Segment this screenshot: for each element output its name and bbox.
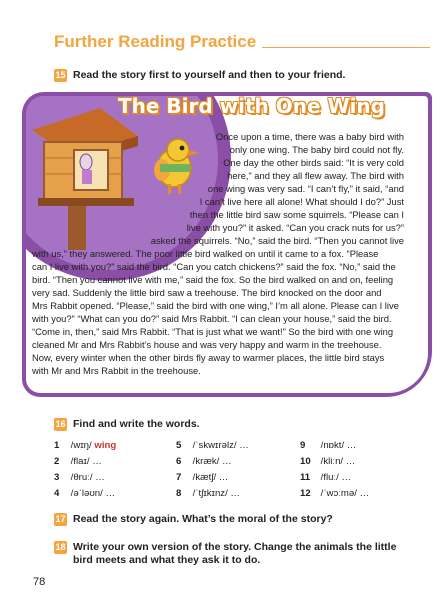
story-line: live with you?” it asked. “Can you crack nuts for us?”: [186, 222, 404, 233]
word-item-9: [300, 440, 356, 451]
word-number: 2: [54, 456, 60, 467]
bird-illustration: [142, 128, 212, 198]
story-line: “Come in, then,” said Mrs Rabbit. “That is just what we want!” So the bird with one wing: [32, 326, 394, 337]
story-line: here,” and they all flew away. The bird with: [227, 170, 404, 181]
word-number: 9: [300, 440, 306, 451]
word-number: 12: [300, 488, 311, 499]
task-15-instruction: Read the story first to yourself and then to your friend.: [73, 69, 346, 81]
task-18-instruction-line1: Write your own version of the story. Change the animals the little: [73, 541, 397, 553]
story-line: asked the squirrels. “No,” said the bird. “Then you cannot live: [150, 235, 404, 246]
word-item-12: [300, 488, 369, 499]
word-number: 8: [176, 488, 182, 499]
story-line: One day the other birds said: “It is very cold: [223, 157, 404, 168]
word-number: 3: [54, 472, 60, 483]
word-item-10: [300, 456, 355, 467]
word-item-4: [54, 488, 115, 499]
word-number: 10: [300, 456, 311, 467]
word-ipa: /nɒkt/ …: [320, 440, 357, 451]
word-item-5: [176, 440, 249, 451]
word-item-7: [176, 472, 228, 483]
word-item-1: [54, 440, 116, 451]
word-item-11: [300, 472, 351, 483]
word-item-8: [176, 488, 240, 499]
task-16-instruction: Find and write the words.: [73, 418, 200, 430]
story-line: then the little bird saw some squirrels. “Please can I: [189, 209, 404, 220]
word-ipa: /kræk/ …: [192, 456, 232, 467]
story-line: bird. “Then you cannot live with me,” said the fox. So the bird walked on and on, feeling: [32, 274, 394, 285]
task-16-number: 16: [55, 419, 66, 429]
task-17-instruction: Read the story again. What’s the moral of the story?: [73, 513, 333, 525]
word-ipa: /əˈləʊn/ …: [70, 488, 116, 499]
word-ipa: /ˈwɔːmə/ …: [320, 488, 370, 499]
story-line: Mrs Rabbit opened. “Please,” said the bird with one wing,” I’m all alone. Please can I live: [32, 300, 399, 311]
page-title: Further Reading Practice: [54, 32, 257, 51]
word-ipa: /θruː/ …: [70, 472, 105, 483]
story-line: with you?” “What can you do?” said Mrs Rabbit. “I can clean your house,” said the bird.: [32, 313, 392, 324]
story-line: can I live with you?” said the bird. “Can you catch chickens?” said the fox. “No,” said the: [32, 261, 396, 272]
task-18-number: 18: [55, 542, 66, 552]
story-line: with us,” they answered. The poor little bird walked on until it came to a fox. “Please: [32, 248, 379, 259]
word-ipa: /wɪŋ/: [70, 440, 92, 451]
word-ipa: /kliːn/ …: [320, 456, 356, 467]
word-item-6: [176, 456, 232, 467]
title-rule: [262, 47, 430, 48]
page-number: 78: [33, 576, 46, 588]
story-line: I can’t live here all alone! What should I do?” Just: [199, 196, 404, 207]
story-line: very sad. Suddenly the little bird saw a treehouse. The bird knocked on the door and: [32, 287, 382, 298]
word-item-3: [54, 472, 105, 483]
story-line: Once upon a time, there was a baby bird with: [215, 131, 404, 142]
task-17-number: 17: [55, 514, 66, 524]
word-number: 1: [54, 440, 60, 451]
word-ipa: /flaɪ/ …: [70, 456, 102, 467]
treehouse-illustration: [30, 100, 150, 250]
word-ipa: /kætʃ/ …: [192, 472, 229, 483]
word-number: 4: [54, 488, 60, 499]
story-line: cleaned Mr and Mrs Rabbit’s house and was very happy and warm in the treehouse.: [32, 339, 382, 350]
word-number: 6: [176, 456, 182, 467]
word-ipa: /ˈskwɪrəlz/ …: [192, 440, 249, 451]
word-number: 5: [176, 440, 182, 451]
story-line: only one wing. The baby bird could not fly.: [229, 144, 404, 155]
word-answer[interactable]: wing: [94, 440, 117, 451]
task-18-instruction-line2: bird meets and what they ask it to do.: [73, 554, 261, 566]
word-number: 7: [176, 472, 182, 483]
story-line: with Mr and Mrs Rabbit in the treehouse.: [32, 365, 201, 376]
word-item-2: [54, 456, 102, 467]
word-number: 11: [300, 472, 311, 483]
story-line: Now, every winter when the other birds fly away to warmer places, the little bird stays: [32, 352, 385, 363]
task-15-number: 15: [55, 70, 66, 80]
story-title: The Bird with One Wing: [118, 94, 385, 118]
word-ipa: /fluː/ …: [320, 472, 352, 483]
story-line: one wing was very sad. “I can’t fly,” it said, “and: [207, 183, 404, 194]
word-ipa: /ˈtʃɪkɪnz/ …: [192, 488, 241, 499]
